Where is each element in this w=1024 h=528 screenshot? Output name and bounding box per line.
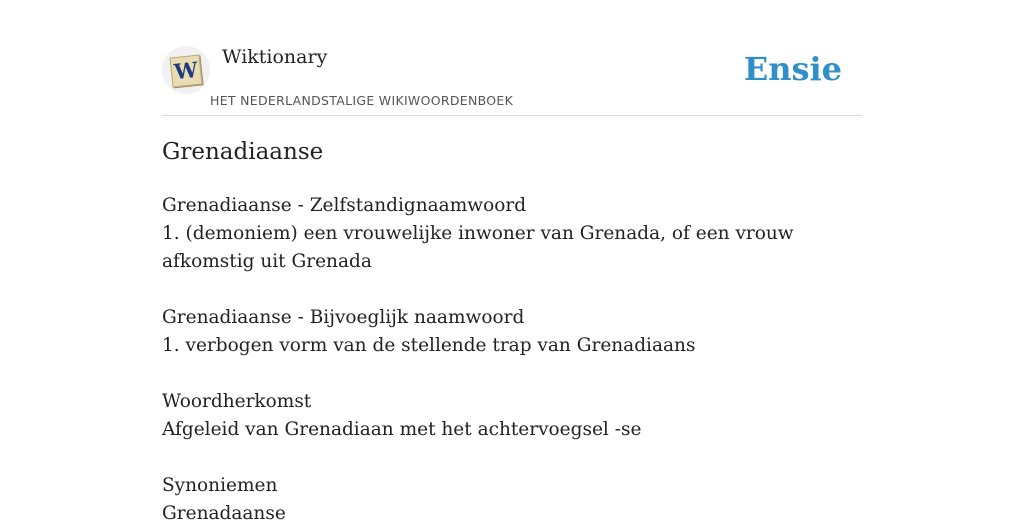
definition-line: 1. (demoniem) een vrouwelijke inwoner van Grenada, of een vrouw afkomstig uit Grenada bbox=[162, 223, 794, 272]
synonym-line: Grenadaanse bbox=[162, 503, 286, 524]
page bbox=[162, 0, 862, 524]
page-title: Grenadiaanse bbox=[162, 139, 324, 165]
logo-letter: W bbox=[172, 56, 199, 85]
section-heading: Grenadiaanse - Bijvoeglijk naamwoord bbox=[162, 307, 525, 328]
logo-tile bbox=[170, 55, 203, 88]
etymology-line: Afgeleid van Grenadiaan met het achtervoegsel -se bbox=[162, 419, 642, 440]
definition-line: 1. verbogen vorm van de stellende trap van Grenadiaans bbox=[162, 335, 696, 356]
spacer bbox=[162, 444, 862, 472]
site-tagline: HET NEDERLANDSTALIGE WIKIWOORDENBOEK bbox=[210, 93, 514, 108]
spacer bbox=[162, 276, 862, 304]
section-heading: Woordherkomst bbox=[162, 391, 312, 412]
spacer bbox=[162, 360, 862, 388]
site-header bbox=[162, 0, 862, 116]
section-heading: Grenadiaanse - Zelfstandignaamwoord bbox=[162, 195, 527, 216]
entry-content bbox=[162, 192, 862, 528]
site-name[interactable]: Wiktionary bbox=[222, 46, 328, 68]
wiktionary-logo-icon[interactable] bbox=[162, 46, 210, 94]
ensie-logo[interactable]: Ensie bbox=[743, 50, 842, 88]
section-heading: Synoniemen bbox=[162, 475, 278, 496]
